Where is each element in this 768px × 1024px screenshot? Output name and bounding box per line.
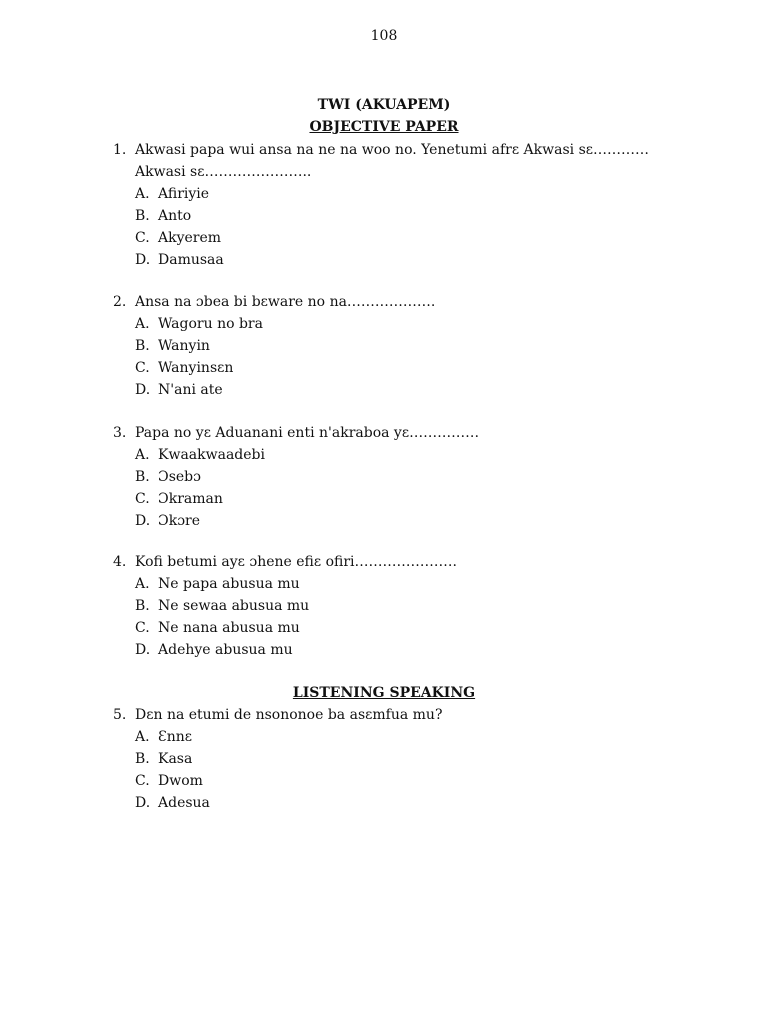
option-text: Wanyinsɛn [158, 360, 234, 376]
option-letter: D. [135, 252, 151, 268]
option-d [113, 639, 713, 661]
option-d [113, 792, 713, 814]
option-c [113, 227, 713, 249]
question-number: 5. [113, 707, 127, 723]
paper-subtitle: OBJECTIVE PAPER [309, 119, 459, 135]
option-text: Afiriyie [158, 186, 210, 202]
option-c [113, 617, 713, 639]
option-text: Ɔsebɔ [158, 469, 201, 485]
option-a [113, 313, 713, 335]
option-letter: B. [135, 208, 150, 224]
option-b [113, 205, 713, 227]
option-c [113, 770, 713, 792]
question-continuation: Akwasi sɛ………………….. [135, 164, 312, 180]
option-text: Anto [158, 208, 192, 224]
option-b [113, 595, 713, 617]
option-letter: C. [135, 620, 150, 636]
option-d [113, 249, 713, 271]
option-a [113, 726, 713, 748]
question-5 [113, 704, 713, 814]
question-text: Dɛn na etumi de nsononoe ba asɛmfua mu? [135, 707, 443, 723]
option-text: Wagoru no bra [158, 316, 263, 332]
question-text: Kofi betumi ayɛ ɔhene efiɛ ofiri…………………. [135, 554, 457, 570]
option-letter: B. [135, 469, 150, 485]
option-a [113, 444, 713, 466]
page-title: TWI (AKUAPEM) [317, 97, 451, 113]
option-d [113, 379, 713, 401]
question-text: Akwasi papa wui ansa na ne na woo no. Yenetumi afrɛ Akwasi sɛ………… [135, 142, 650, 158]
option-text: N'ani ate [158, 382, 223, 398]
option-letter: A. [135, 186, 150, 202]
option-text: Ne sewaa abusua mu [158, 598, 310, 614]
option-c [113, 357, 713, 379]
option-letter: A. [135, 447, 150, 463]
question-4 [113, 551, 713, 661]
option-letter: A. [135, 576, 150, 592]
question-text: Papa no yɛ Aduanani enti n'akraboa yɛ…………… [135, 425, 480, 441]
option-text: Adesua [158, 795, 210, 811]
option-letter: C. [135, 491, 150, 507]
option-b [113, 335, 713, 357]
option-letter: B. [135, 751, 150, 767]
options-list [113, 313, 713, 401]
option-letter: C. [135, 773, 150, 789]
options-list [113, 183, 713, 271]
option-text: Adehye abusua mu [158, 642, 293, 658]
option-text: Ɔkɔre [158, 513, 201, 529]
option-text: Ne papa abusua mu [158, 576, 300, 592]
option-letter: B. [135, 338, 150, 354]
option-text: Ne nana abusua mu [158, 620, 300, 636]
option-letter: C. [135, 230, 150, 246]
option-b [113, 748, 713, 770]
option-a [113, 573, 713, 595]
options-list [113, 573, 713, 661]
option-text: Ɛnnɛ [158, 729, 193, 745]
option-c [113, 488, 713, 510]
option-text: Ɔkraman [158, 491, 223, 507]
section-heading: LISTENING SPEAKING [292, 685, 476, 701]
question-3 [113, 422, 713, 532]
option-letter: C. [135, 360, 150, 376]
option-text: Dwom [158, 773, 203, 789]
option-letter: A. [135, 729, 150, 745]
options-list [113, 726, 713, 814]
question-number: 2. [113, 294, 127, 310]
question-number: 1. [113, 142, 127, 158]
question-text: Ansa na ɔbea bi bɛware no na………………. [135, 294, 436, 310]
question-2 [113, 291, 713, 401]
option-text: Kwaakwaadebi [158, 447, 265, 463]
option-letter: D. [135, 382, 151, 398]
question-number: 3. [113, 425, 127, 441]
options-list [113, 444, 713, 532]
option-letter: D. [135, 513, 151, 529]
option-text: Akyerem [158, 230, 222, 246]
option-letter: A. [135, 316, 150, 332]
question-number: 4. [113, 554, 127, 570]
question-1 [113, 139, 713, 271]
page-number: 108 [370, 28, 398, 44]
option-b [113, 466, 713, 488]
option-letter: D. [135, 642, 151, 658]
option-letter: D. [135, 795, 151, 811]
option-letter: B. [135, 598, 150, 614]
option-d [113, 510, 713, 532]
option-text: Wanyin [158, 338, 210, 354]
option-a [113, 183, 713, 205]
option-text: Damusaa [158, 252, 224, 268]
option-text: Kasa [158, 751, 193, 767]
